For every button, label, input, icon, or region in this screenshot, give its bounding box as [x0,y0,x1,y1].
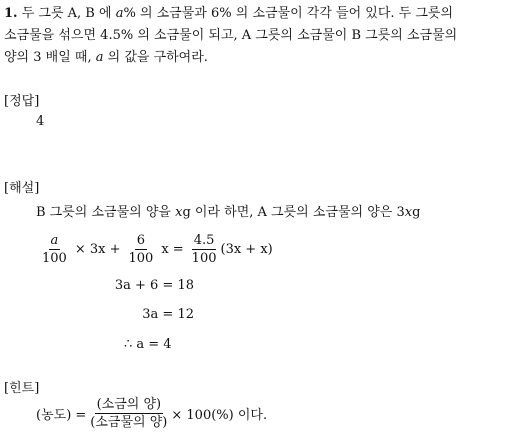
problem-number: 1. [4,6,18,21]
fraction-a-over-100 [40,233,69,266]
concentration-fraction [88,397,169,430]
answer-label: [정답] [4,94,40,109]
variable-x: x [175,205,183,220]
fraction-denominator: 100 [128,251,154,266]
fraction-numerator: (소금의 양) [96,397,162,412]
solution-intro-b: g 이라 하면, A 그릇의 소금물의 양은 3 [182,205,405,220]
problem-text-3b: 의 값을 구하여라. [103,50,208,65]
fraction-denominator: 100 [42,251,67,266]
fraction-denominator: 100 [191,251,217,266]
equation-operator: x = [161,242,184,257]
answer-value: 4 [36,114,45,129]
fraction-4.5-over-100 [190,233,219,266]
fraction-numerator: a [50,233,59,248]
variable-a: a [115,6,124,21]
hint-label: [힌트] [4,381,40,396]
fraction-numerator: 4.5 [193,233,215,248]
solution-intro-c: g [412,205,421,220]
variable-x: x [404,205,413,220]
fraction-6-over-100 [126,233,155,266]
problem-line-1 [4,6,453,22]
fraction-denominator: (소금물의 양) [90,415,168,430]
equation-2-text: 3a + 6 = 18 [114,278,194,293]
equation-1 [38,233,273,266]
problem-line-2 [4,28,457,44]
equation-tail: (3x + x) [220,242,273,257]
fraction-numerator: 6 [136,233,146,248]
problem-line-3 [4,50,208,66]
equation-3-text: 3a = 12 [142,307,194,322]
equation-operator: × 3x + [74,242,121,257]
problem-text-1b: % 의 소금물과 6% 의 소금물이 각각 들어 있다. 두 그릇의 [123,6,454,21]
hint-tail: × 100(%) 이다. [171,408,268,423]
equation-2 [112,278,194,293]
solution-label: [해설] [4,181,40,196]
problem-text-3a: 양의 3 배일 때, [4,50,96,65]
solution-intro [36,201,420,220]
variable-a: a [95,50,104,65]
equation-3 [112,307,194,322]
solution-intro-a: B 그릇의 소금물의 양을 [36,205,176,220]
hint-formula [36,397,267,430]
equation-4-text: ∴ a = 4 [124,337,172,352]
hint-lhs: (농도) = [36,408,87,423]
equation-4 [124,337,172,352]
problem-text-2: 소금물을 섞으면 4.5% 의 소금물이 되고, A 그릇의 소금물이 B 그릇의 소금물의 [4,28,458,43]
problem-text-1a: 두 그릇 A, B 에 [21,6,116,21]
